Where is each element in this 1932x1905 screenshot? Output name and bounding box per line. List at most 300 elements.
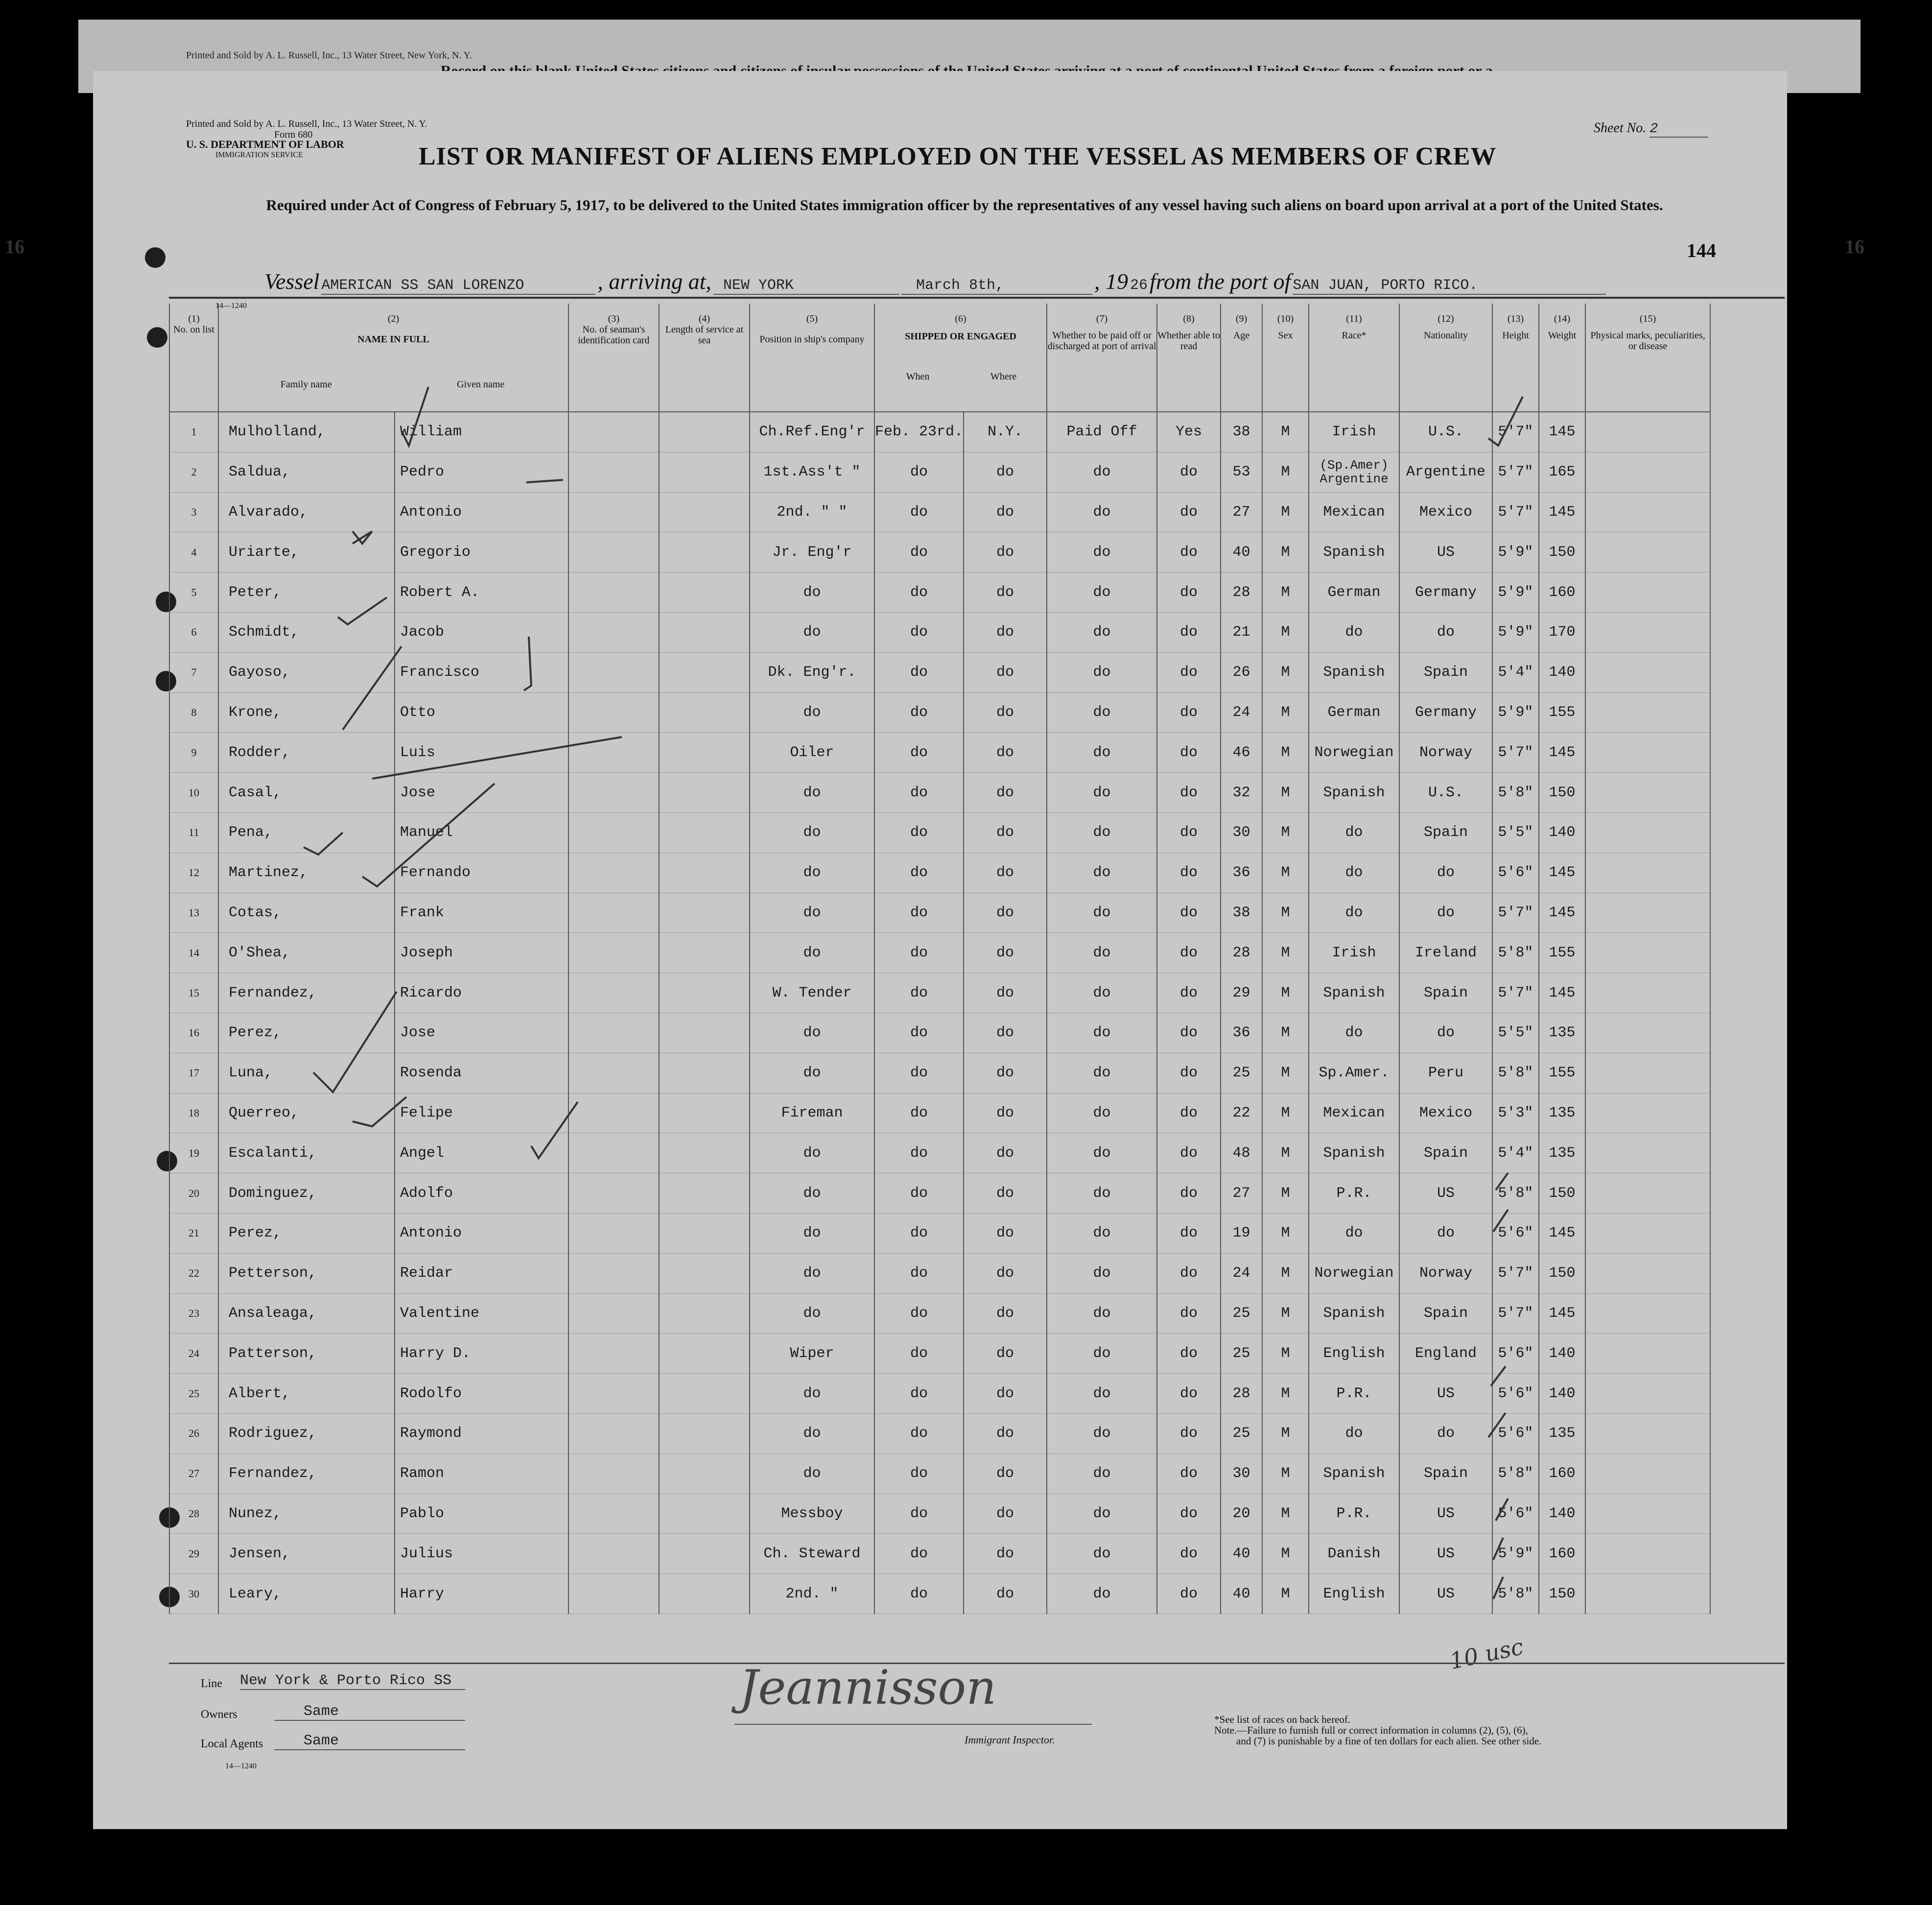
- weight-cell: 160: [1539, 1453, 1585, 1494]
- weight-cell: 150: [1539, 532, 1585, 572]
- family-name-cell: Saldua,: [218, 452, 395, 492]
- check-mark-icon: [1493, 1210, 1508, 1232]
- weight-cell: 135: [1539, 1133, 1585, 1173]
- age-cell: 30: [1221, 812, 1262, 853]
- paid-off-cell: do: [1047, 812, 1157, 853]
- height-cell: 5'9": [1492, 612, 1539, 652]
- row-number-cell: 1: [169, 412, 218, 452]
- position-cell: W. Tender: [750, 973, 874, 1013]
- age-cell: 26: [1221, 652, 1262, 692]
- paid-off-cell: do: [1047, 692, 1157, 733]
- height-cell: 5'7": [1492, 1253, 1539, 1293]
- sex-cell: M: [1262, 812, 1309, 853]
- weight-cell: 165: [1539, 452, 1585, 492]
- position-cell: do: [750, 1413, 874, 1453]
- shipped-where-cell: do: [964, 452, 1047, 492]
- nationality-cell: Mexico: [1399, 492, 1492, 532]
- height-cell: 5'7": [1492, 492, 1539, 532]
- family-name-cell: Albert,: [218, 1374, 395, 1414]
- sex-cell: M: [1262, 492, 1309, 532]
- header-paid-off: (7) Whether to be paid off or discharged at port of arrival: [1047, 304, 1157, 412]
- shipped-when-cell: do: [874, 812, 964, 853]
- nationality-cell: Peru: [1399, 1053, 1492, 1093]
- paid-off-cell: do: [1047, 1374, 1157, 1414]
- family-name-cell: Schmidt,: [218, 612, 395, 652]
- weight-cell: 135: [1539, 1413, 1585, 1453]
- family-name-cell: Casal,: [218, 773, 395, 813]
- header-given-name: Given name: [457, 379, 505, 390]
- given-name-cell: Antonio: [395, 492, 568, 532]
- check-mark-icon: [401, 387, 428, 446]
- able-to-read-cell: do: [1157, 1494, 1221, 1534]
- age-cell: 29: [1221, 973, 1262, 1013]
- shipped-when-cell: do: [874, 1574, 964, 1614]
- given-name-cell: Pablo: [395, 1494, 568, 1534]
- height-cell: 5'7": [1492, 973, 1539, 1013]
- race-cell: Spanish: [1309, 532, 1399, 572]
- weight-cell: 155: [1539, 1053, 1585, 1093]
- nationality-cell: do: [1399, 612, 1492, 652]
- height-cell: 5'6": [1492, 1213, 1539, 1253]
- shipped-when-cell: do: [874, 1453, 964, 1494]
- row-number-cell: 17: [169, 1053, 218, 1093]
- shipped-when-cell: do: [874, 773, 964, 813]
- nationality-cell: Spain: [1399, 973, 1492, 1013]
- height-cell: 5'4": [1492, 652, 1539, 692]
- family-name-cell: Patterson,: [218, 1334, 395, 1374]
- given-name-cell: Angel: [395, 1133, 568, 1173]
- family-name-cell: Peter,: [218, 572, 395, 613]
- family-name-cell: Leary,: [218, 1574, 395, 1614]
- able-to-read-cell: do: [1157, 1013, 1221, 1053]
- row-number-cell: 21: [169, 1213, 218, 1253]
- check-mark-icon: [524, 637, 531, 691]
- header-service-length: (4) Length of service at sea: [659, 304, 750, 412]
- sex-cell: M: [1262, 1093, 1309, 1133]
- height-cell: 5'8": [1492, 933, 1539, 973]
- paid-off-cell: do: [1047, 933, 1157, 973]
- nationality-cell: U.S.: [1399, 412, 1492, 452]
- shipped-when-cell: do: [874, 733, 964, 773]
- weight-cell: 145: [1539, 893, 1585, 933]
- position-cell: do: [750, 1013, 874, 1053]
- height-cell: 5'6": [1492, 1494, 1539, 1534]
- weight-cell: 155: [1539, 692, 1585, 733]
- paid-off-cell: do: [1047, 733, 1157, 773]
- shipped-where-cell: do: [964, 1453, 1047, 1494]
- row-number-cell: 29: [169, 1534, 218, 1574]
- shipped-when-cell: do: [874, 973, 964, 1013]
- given-name-cell: Fernando: [395, 853, 568, 893]
- position-cell: Ch.Ref.Eng'r: [750, 412, 874, 452]
- position-cell: do: [750, 1374, 874, 1414]
- race-cell: Sp.Amer.: [1309, 1053, 1399, 1093]
- shipped-where-cell: do: [964, 1173, 1047, 1214]
- paid-off-cell: do: [1047, 1534, 1157, 1574]
- shipped-where-cell: do: [964, 692, 1047, 733]
- shipped-when-cell: do: [874, 452, 964, 492]
- shipped-when-cell: do: [874, 1413, 964, 1453]
- sex-cell: M: [1262, 1453, 1309, 1494]
- cross-mark-icon: [353, 531, 372, 544]
- given-name-cell: Francisco: [395, 652, 568, 692]
- header-where: Where: [990, 371, 1017, 382]
- race-cell: Spanish: [1309, 1293, 1399, 1334]
- position-cell: do: [750, 1453, 874, 1494]
- row-number-cell: 8: [169, 692, 218, 733]
- row-number-cell: 3: [169, 492, 218, 532]
- family-name-cell: Fernandez,: [218, 973, 395, 1013]
- sex-cell: M: [1262, 692, 1309, 733]
- sex-cell: M: [1262, 1053, 1309, 1093]
- age-cell: 36: [1221, 853, 1262, 893]
- sex-cell: M: [1262, 973, 1309, 1013]
- shipped-when-cell: do: [874, 1093, 964, 1133]
- shipped-when-cell: do: [874, 1133, 964, 1173]
- family-name-cell: Mulholland,: [218, 412, 395, 452]
- height-cell: 5'9": [1492, 572, 1539, 613]
- shipped-where-cell: do: [964, 893, 1047, 933]
- paid-off-cell: do: [1047, 1413, 1157, 1453]
- sex-cell: M: [1262, 1574, 1309, 1614]
- race-cell: Irish: [1309, 412, 1399, 452]
- shipped-where-cell: do: [964, 612, 1047, 652]
- underlying-printer-line: Printed and Sold by A. L. Russell, Inc., 13 Water Street, New York, N. Y.: [186, 50, 472, 61]
- row-number-cell: 20: [169, 1173, 218, 1214]
- tally-note: 10 usc: [1447, 1633, 1526, 1675]
- given-name-cell: Jose: [395, 1013, 568, 1053]
- row-number-cell: 13: [169, 893, 218, 933]
- owners-value: Same: [274, 1703, 465, 1721]
- row-number-cell: 18: [169, 1093, 218, 1133]
- family-name-cell: Cotas,: [218, 893, 395, 933]
- race-cell: Spanish: [1309, 652, 1399, 692]
- able-to-read-cell: do: [1157, 1334, 1221, 1374]
- able-to-read-cell: do: [1157, 933, 1221, 973]
- race-cell: English: [1309, 1334, 1399, 1374]
- given-name-cell: Adolfo: [395, 1173, 568, 1214]
- shipped-when-cell: do: [874, 933, 964, 973]
- age-cell: 20: [1221, 1494, 1262, 1534]
- race-cell: German: [1309, 572, 1399, 613]
- shipped-when-cell: do: [874, 1534, 964, 1574]
- inspector-signature: Jeannisson: [739, 1660, 997, 1715]
- check-mark-icon: [1493, 1538, 1503, 1560]
- weight-cell: 170: [1539, 612, 1585, 652]
- check-mark-icon: [313, 992, 397, 1092]
- age-cell: 28: [1221, 1374, 1262, 1414]
- nationality-cell: do: [1399, 1013, 1492, 1053]
- family-name-cell: Querreo,: [218, 1093, 395, 1133]
- paid-off-cell: do: [1047, 1133, 1157, 1173]
- row-number-cell: 12: [169, 853, 218, 893]
- family-name-cell: Rodriguez,: [218, 1413, 395, 1453]
- race-cell: do: [1309, 612, 1399, 652]
- position-cell: do: [750, 853, 874, 893]
- weight-cell: 140: [1539, 1334, 1585, 1374]
- paid-off-cell: do: [1047, 1213, 1157, 1253]
- position-cell: do: [750, 773, 874, 813]
- form-number: Form 680: [274, 129, 313, 140]
- family-name-cell: Perez,: [218, 1213, 395, 1253]
- age-cell: 40: [1221, 1534, 1262, 1574]
- nationality-cell: Spain: [1399, 1453, 1492, 1494]
- check-mark-icon: [338, 597, 387, 624]
- shipped-when-cell: do: [874, 1253, 964, 1293]
- paid-off-cell: do: [1047, 893, 1157, 933]
- shipped-where-cell: do: [964, 973, 1047, 1013]
- age-cell: 40: [1221, 532, 1262, 572]
- shipped-when-cell: do: [874, 532, 964, 572]
- position-cell: Oiler: [750, 733, 874, 773]
- age-cell: 25: [1221, 1293, 1262, 1334]
- nationality-cell: Spain: [1399, 1293, 1492, 1334]
- height-cell: 5'8": [1492, 1053, 1539, 1093]
- given-name-cell: Reidar: [395, 1253, 568, 1293]
- position-cell: do: [750, 1253, 874, 1293]
- family-name-cell: Nunez,: [218, 1494, 395, 1534]
- shipped-where-cell: do: [964, 1374, 1047, 1414]
- shipped-where-cell: do: [964, 1494, 1047, 1534]
- given-name-cell: Gregorio: [395, 532, 568, 572]
- arrival-year: 26: [1130, 277, 1148, 294]
- paid-off-cell: do: [1047, 492, 1157, 532]
- height-cell: 5'7": [1492, 452, 1539, 492]
- able-to-read-cell: do: [1157, 733, 1221, 773]
- given-name-cell: William: [395, 412, 568, 452]
- shipped-when-cell: do: [874, 492, 964, 532]
- printer-line: Printed and Sold by A. L. Russell, Inc., 13 Water Street, N. Y.: [186, 119, 427, 129]
- weight-cell: 135: [1539, 1013, 1585, 1053]
- weight-cell: 150: [1539, 773, 1585, 813]
- able-to-read-cell: do: [1157, 1093, 1221, 1133]
- arrival-date: March 8th,: [901, 277, 1092, 295]
- race-cell: Spanish: [1309, 1453, 1399, 1494]
- header-name: (2) NAME IN FULL Family name Given name: [218, 304, 568, 412]
- row-number-cell: 23: [169, 1293, 218, 1334]
- family-name-cell: Luna,: [218, 1053, 395, 1093]
- row-number-cell: 10: [169, 773, 218, 813]
- family-name-cell: Krone,: [218, 692, 395, 733]
- shipped-when-cell: Feb. 23rd.: [874, 412, 964, 452]
- header-race: (11) Race*: [1309, 304, 1399, 412]
- shipped-when-cell: do: [874, 1173, 964, 1214]
- family-name-cell: Gayoso,: [218, 652, 395, 692]
- age-cell: 48: [1221, 1133, 1262, 1173]
- given-name-cell: Otto: [395, 692, 568, 733]
- paid-off-cell: do: [1047, 1053, 1157, 1093]
- height-cell: 5'6": [1492, 1413, 1539, 1453]
- position-cell: do: [750, 893, 874, 933]
- weight-cell: 145: [1539, 492, 1585, 532]
- shipped-where-cell: do: [964, 1574, 1047, 1614]
- row-number-cell: 25: [169, 1374, 218, 1414]
- family-name-cell: Dominguez,: [218, 1173, 395, 1214]
- nationality-cell: US: [1399, 1534, 1492, 1574]
- line-value: New York & Porto Rico SS: [240, 1672, 465, 1690]
- age-cell: 28: [1221, 572, 1262, 613]
- family-name-cell: Fernandez,: [218, 1453, 395, 1494]
- header-when: When: [906, 371, 930, 382]
- header-height: (13) Height: [1492, 304, 1539, 412]
- paid-off-cell: do: [1047, 1013, 1157, 1053]
- age-cell: 19: [1221, 1213, 1262, 1253]
- check-mark-icon: [353, 1097, 406, 1126]
- sex-cell: M: [1262, 893, 1309, 933]
- nationality-cell: do: [1399, 1413, 1492, 1453]
- able-to-read-cell: do: [1157, 973, 1221, 1013]
- shipped-where-cell: do: [964, 1213, 1047, 1253]
- race-cell: Irish: [1309, 933, 1399, 973]
- race-cell: Spanish: [1309, 973, 1399, 1013]
- weight-cell: 140: [1539, 812, 1585, 853]
- nationality-cell: do: [1399, 893, 1492, 933]
- check-mark-icon: [1488, 1413, 1506, 1437]
- header-shipped: (6) SHIPPED OR ENGAGED When Where: [874, 304, 1047, 412]
- nationality-cell: US: [1399, 1374, 1492, 1414]
- race-cell: do: [1309, 1213, 1399, 1253]
- weight-cell: 140: [1539, 1374, 1585, 1414]
- race-cell: do: [1309, 1413, 1399, 1453]
- able-to-read-cell: do: [1157, 572, 1221, 613]
- sex-cell: M: [1262, 532, 1309, 572]
- year-prefix: , 19: [1094, 269, 1128, 294]
- shipped-where-cell: do: [964, 1133, 1047, 1173]
- stamp-number: 144: [1687, 239, 1716, 262]
- nationality-cell: Norway: [1399, 733, 1492, 773]
- weight-cell: 140: [1539, 1494, 1585, 1534]
- able-to-read-cell: do: [1157, 1453, 1221, 1494]
- arriving-label: , arriving at,: [597, 269, 711, 294]
- race-cell: Spanish: [1309, 1133, 1399, 1173]
- shipped-when-cell: do: [874, 1213, 964, 1253]
- sex-cell: M: [1262, 1413, 1309, 1453]
- given-name-cell: Ricardo: [395, 973, 568, 1013]
- height-cell: 5'6": [1492, 1374, 1539, 1414]
- paid-off-cell: do: [1047, 572, 1157, 613]
- able-to-read-cell: do: [1157, 1053, 1221, 1093]
- age-cell: 24: [1221, 1253, 1262, 1293]
- header-id-card: (3) No. of seaman's identification card: [568, 304, 659, 412]
- check-mark-icon: [1491, 1366, 1506, 1386]
- able-to-read-cell: do: [1157, 452, 1221, 492]
- race-cell: do: [1309, 853, 1399, 893]
- row-number-cell: 16: [169, 1013, 218, 1053]
- able-to-read-cell: do: [1157, 853, 1221, 893]
- able-to-read-cell: do: [1157, 1293, 1221, 1334]
- shipped-when-cell: do: [874, 1293, 964, 1334]
- paid-off-cell: do: [1047, 973, 1157, 1013]
- able-to-read-cell: do: [1157, 492, 1221, 532]
- age-cell: 46: [1221, 733, 1262, 773]
- given-name-cell: Harry: [395, 1574, 568, 1614]
- race-cell: (Sp.Amer) Argentine: [1309, 452, 1399, 492]
- shipped-where-cell: do: [964, 733, 1047, 773]
- given-name-cell: Ramon: [395, 1453, 568, 1494]
- race-cell: Mexican: [1309, 492, 1399, 532]
- paid-off-cell: do: [1047, 1494, 1157, 1534]
- row-number-cell: 15: [169, 973, 218, 1013]
- race-cell: do: [1309, 812, 1399, 853]
- position-cell: do: [750, 1293, 874, 1334]
- position-cell: Dk. Eng'r.: [750, 652, 874, 692]
- height-cell: 5'8": [1492, 773, 1539, 813]
- paid-off-cell: do: [1047, 1093, 1157, 1133]
- family-name-cell: Petterson,: [218, 1253, 395, 1293]
- position-cell: do: [750, 1053, 874, 1093]
- check-mark-icon: [1488, 397, 1523, 446]
- header-family-name: Family name: [280, 379, 332, 390]
- shipped-when-cell: do: [874, 1494, 964, 1534]
- height-cell: 5'7": [1492, 412, 1539, 452]
- race-cell: Mexican: [1309, 1093, 1399, 1133]
- table-form-code: 14—1240: [215, 302, 247, 310]
- height-cell: 5'8": [1492, 1574, 1539, 1614]
- given-name-cell: Joseph: [395, 933, 568, 973]
- position-cell: Fireman: [750, 1093, 874, 1133]
- row-number-cell: 28: [169, 1494, 218, 1534]
- race-cell: Danish: [1309, 1534, 1399, 1574]
- age-cell: 40: [1221, 1574, 1262, 1614]
- position-cell: do: [750, 1173, 874, 1214]
- right-side-number: 16: [1845, 236, 1864, 258]
- row-number-cell: 30: [169, 1574, 218, 1614]
- check-mark-icon: [531, 1102, 578, 1158]
- able-to-read-cell: do: [1157, 773, 1221, 813]
- height-cell: 5'6": [1492, 1334, 1539, 1374]
- department-label: U. S. DEPARTMENT OF LABOR: [186, 138, 344, 150]
- age-cell: 38: [1221, 893, 1262, 933]
- shipped-when-cell: do: [874, 1053, 964, 1093]
- fine-note-line1: Note.—Failure to furnish full or correct information in columns (2), (5), (6),: [1214, 1724, 1528, 1736]
- shipped-where-cell: do: [964, 853, 1047, 893]
- weight-cell: 145: [1539, 412, 1585, 452]
- shipped-when-cell: do: [874, 893, 964, 933]
- age-cell: 24: [1221, 692, 1262, 733]
- weight-cell: 145: [1539, 1293, 1585, 1334]
- paid-off-cell: do: [1047, 1293, 1157, 1334]
- paid-off-cell: do: [1047, 853, 1157, 893]
- race-cell: Norwegian: [1309, 1253, 1399, 1293]
- check-mark-icon: [1493, 1577, 1503, 1599]
- position-cell: do: [750, 1133, 874, 1173]
- sex-cell: M: [1262, 452, 1309, 492]
- header-no: (1) No. on list: [169, 304, 218, 412]
- shipped-when-cell: do: [874, 572, 964, 613]
- given-name-cell: Jose: [395, 773, 568, 813]
- height-cell: 5'5": [1492, 1013, 1539, 1053]
- height-cell: 5'7": [1492, 1293, 1539, 1334]
- weight-cell: 145: [1539, 1213, 1585, 1253]
- row-number-cell: 24: [169, 1334, 218, 1374]
- header-weight: (14) Weight: [1539, 304, 1585, 412]
- age-cell: 32: [1221, 773, 1262, 813]
- vessel-name: AMERICAN SS SAN LORENZO: [321, 277, 595, 295]
- header-read: (8) Whether able to read: [1157, 304, 1221, 412]
- row-number-cell: 9: [169, 733, 218, 773]
- check-mark-icon: [1496, 1173, 1508, 1190]
- given-name-cell: Jacob: [395, 612, 568, 652]
- inspector-label: Immigrant Inspector.: [965, 1734, 1055, 1746]
- races-note: *See list of races on back hereof.: [1214, 1714, 1351, 1725]
- given-name-cell: Felipe: [395, 1093, 568, 1133]
- header-age: (9) Age: [1221, 304, 1262, 412]
- shipped-when-cell: do: [874, 692, 964, 733]
- service-label: IMMIGRATION SERVICE: [215, 151, 303, 159]
- check-mark-icon: [1496, 1499, 1508, 1521]
- position-cell: do: [750, 933, 874, 973]
- row-number-cell: 11: [169, 812, 218, 853]
